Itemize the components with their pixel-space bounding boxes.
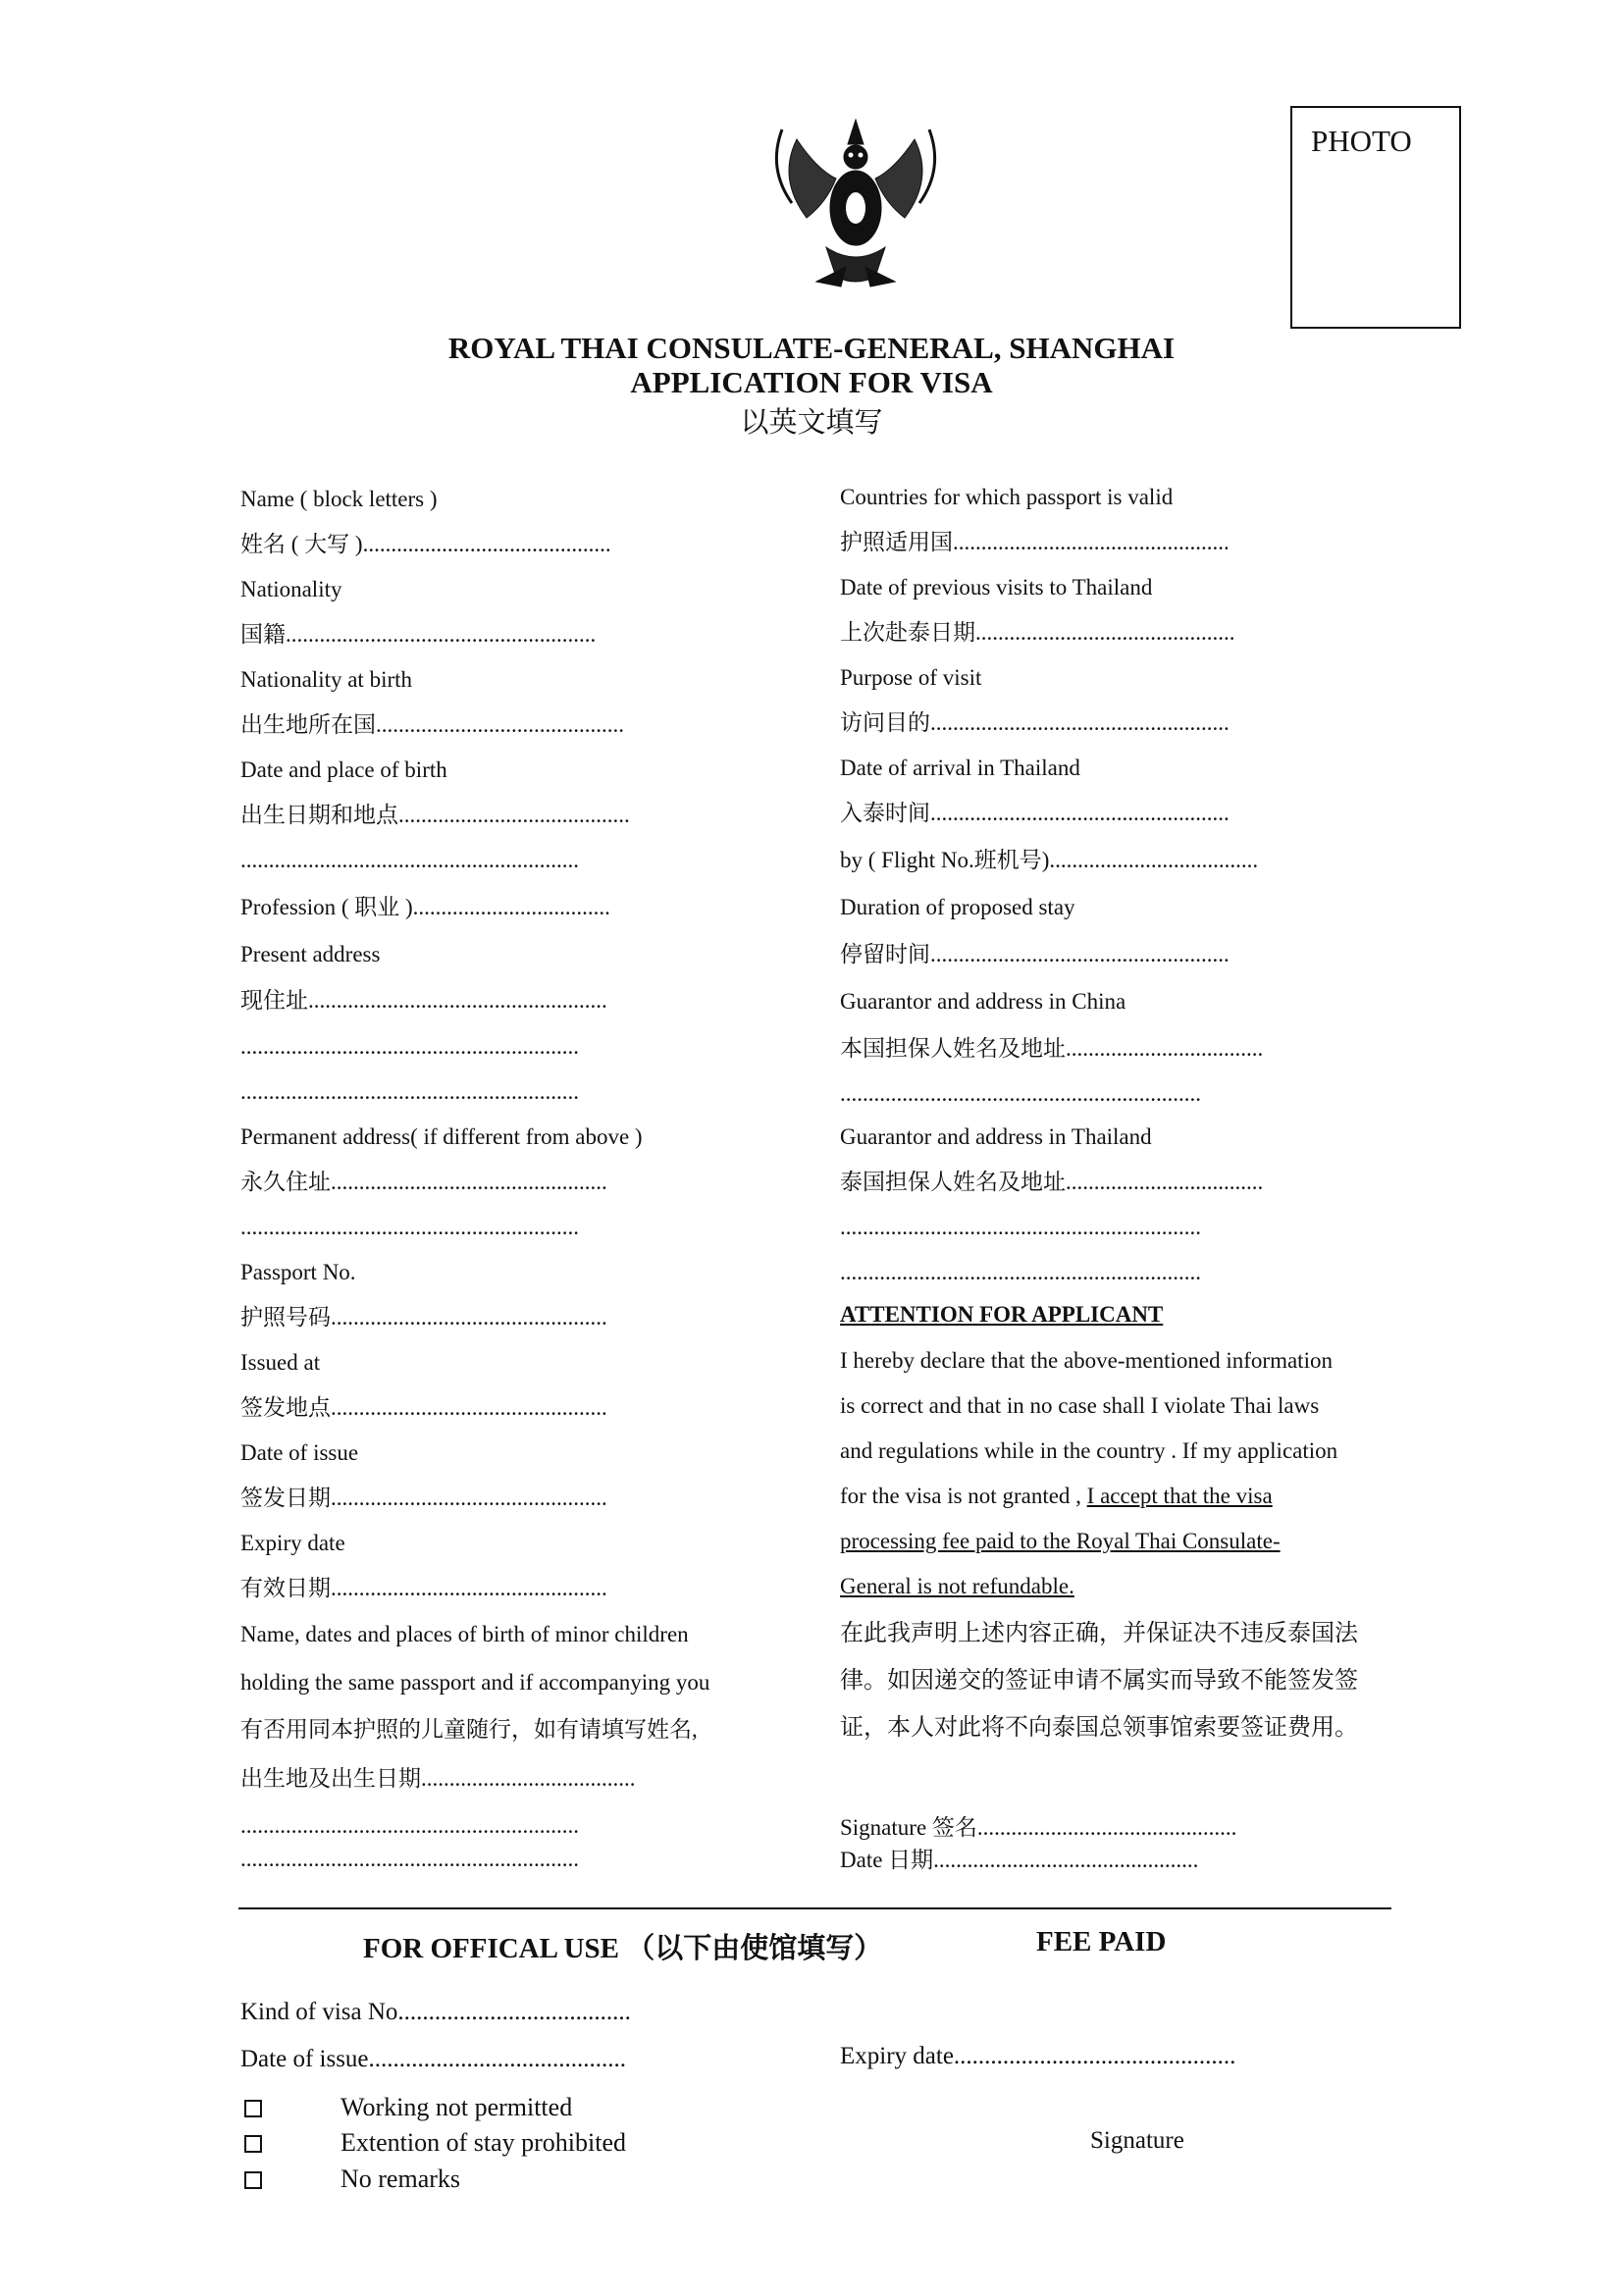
field-expiry-date-input[interactable]: 有效日期................................................. bbox=[240, 1576, 607, 1600]
extension-prohibited-label: Extention of stay prohibited bbox=[340, 2128, 627, 2157]
field-issued-at-input[interactable]: 签发地点................................................. bbox=[240, 1395, 607, 1420]
field-permanent-address-label: Permanent address( if different from above ) bbox=[240, 1124, 643, 1149]
declaration-cn-1: 在此我声明上述内容正确，并保证决不违反泰国法 bbox=[840, 1621, 1358, 1646]
field-previous-visits-input[interactable]: 上次赴泰日期.............................................. bbox=[840, 620, 1235, 645]
field-purpose-label: Purpose of visit bbox=[840, 665, 982, 690]
field-guarantor-thailand-input-3[interactable]: ................................................................ bbox=[840, 1260, 1201, 1284]
attention-title: ATTENTION FOR APPLICANT bbox=[840, 1302, 1164, 1327]
extension-prohibited-checkbox[interactable] bbox=[244, 2135, 262, 2153]
field-children-input[interactable]: 出生地及出生日期...................................... bbox=[240, 1766, 636, 1791]
field-expiry-date-label: Expiry date bbox=[240, 1531, 345, 1555]
declaration-line-5: processing fee paid to the Royal Thai Consulate- bbox=[840, 1529, 1281, 1553]
field-name-label: Name ( block letters ) bbox=[240, 487, 438, 511]
section-divider bbox=[238, 1907, 1391, 1909]
no-remarks-label: No remarks bbox=[340, 2165, 461, 2193]
field-present-address-input-3[interactable]: ............................................................ bbox=[240, 1079, 579, 1104]
field-duration-input[interactable]: 停留时间..................................................... bbox=[840, 942, 1230, 966]
field-children-label-2: holding the same passport and if accompanying you bbox=[240, 1670, 710, 1695]
field-present-address-label: Present address bbox=[240, 942, 381, 966]
field-children-input-3[interactable]: ............................................................ bbox=[240, 1847, 579, 1871]
field-children-label-1: Name, dates and places of birth of minor children bbox=[240, 1622, 689, 1646]
declaration-line-6: General is not refundable. bbox=[840, 1574, 1074, 1598]
kind-of-visa-field[interactable]: Kind of visa No...................................... bbox=[240, 1999, 631, 2025]
field-nationality-label: Nationality bbox=[240, 577, 342, 601]
official-use-title: FOR OFFICAL USE （以下由使馆填写） bbox=[363, 1933, 883, 1964]
fee-paid-label: FEE PAID bbox=[1036, 1926, 1167, 1957]
declaration-line-2: is correct and that in no case shall I violate Thai laws bbox=[840, 1393, 1320, 1418]
official-date-of-issue-field[interactable]: Date of issue.......................................... bbox=[240, 2046, 627, 2072]
field-present-address-input-2[interactable]: ............................................................ bbox=[240, 1034, 579, 1059]
field-profession-input[interactable]: Profession ( 职业 )................................... bbox=[240, 895, 610, 919]
field-arrival-date-input[interactable]: 入泰时间..................................................... bbox=[840, 801, 1230, 825]
field-guarantor-china-label: Guarantor and address in China bbox=[840, 989, 1126, 1014]
field-guarantor-thailand-label: Guarantor and address in Thailand bbox=[840, 1124, 1152, 1149]
declaration-line-4 bbox=[840, 1482, 1273, 1511]
declaration-line-4-plain: for the visa is not granted , bbox=[840, 1484, 1081, 1508]
no-remarks-checkbox[interactable] bbox=[244, 2171, 262, 2189]
field-date-of-issue-input[interactable]: 签发日期................................................. bbox=[240, 1486, 607, 1510]
field-permanent-address-input-2[interactable]: ............................................................ bbox=[240, 1215, 579, 1239]
field-children-label-cn: 有否用同本护照的儿童随行，如有请填写姓名, bbox=[240, 1717, 698, 1742]
declaration-line-1: I hereby declare that the above-mentioned information bbox=[840, 1348, 1333, 1373]
field-guarantor-china-input-2[interactable]: ................................................................ bbox=[840, 1081, 1201, 1106]
field-passport-countries-input[interactable]: 护照适用国................................................. bbox=[840, 530, 1230, 554]
field-duration-label: Duration of proposed stay bbox=[840, 895, 1075, 919]
field-name-input[interactable]: 姓名 ( 大写 )............................................ bbox=[240, 532, 611, 556]
field-date-of-issue-label: Date of issue bbox=[240, 1440, 359, 1465]
field-present-address-input[interactable]: 现住址..................................................... bbox=[240, 988, 607, 1013]
field-birth-date-place-label: Date and place of birth bbox=[240, 757, 447, 782]
field-guarantor-thailand-input[interactable]: 泰国担保人姓名及地址................................... bbox=[840, 1170, 1264, 1194]
form-title: APPLICATION FOR VISA bbox=[630, 365, 993, 399]
field-flight-no-input[interactable]: by ( Flight No.班机号)..................................... bbox=[840, 848, 1259, 872]
field-previous-visits-label: Date of previous visits to Thailand bbox=[840, 575, 1153, 600]
declaration-line-3: and regulations while in the country . If my application bbox=[840, 1438, 1338, 1463]
photo-box[interactable] bbox=[1290, 106, 1461, 329]
field-guarantor-china-input[interactable]: 本国担保人姓名及地址................................... bbox=[840, 1036, 1264, 1061]
applicant-date-field[interactable]: Date 日期............................................... bbox=[840, 1848, 1199, 1872]
field-passport-countries-label: Countries for which passport is valid bbox=[840, 485, 1174, 509]
official-expiry-date-field[interactable]: Expiry date.............................................. bbox=[840, 2043, 1236, 2069]
photo-label: PHOTO bbox=[1311, 124, 1412, 158]
field-children-input-2[interactable]: ............................................................ bbox=[240, 1813, 579, 1838]
field-guarantor-thailand-input-2[interactable]: ................................................................ bbox=[840, 1215, 1201, 1239]
field-passport-no-input[interactable]: 护照号码................................................. bbox=[240, 1305, 607, 1330]
garuda-emblem-icon bbox=[758, 110, 954, 291]
official-signature-label: Signature bbox=[1090, 2127, 1184, 2154]
declaration-line-4-underlined: I accept that the visa bbox=[1086, 1484, 1273, 1508]
field-arrival-date-label: Date of arrival in Thailand bbox=[840, 756, 1080, 780]
field-permanent-address-input[interactable]: 永久住址................................................. bbox=[240, 1170, 607, 1194]
field-passport-no-label: Passport No. bbox=[240, 1260, 356, 1284]
working-not-permitted-label: Working not permitted bbox=[340, 2093, 573, 2121]
declaration-cn-3: 证，本人对此将不向泰国总领事馆索要签证费用。 bbox=[840, 1715, 1358, 1741]
field-birth-date-place-input[interactable]: 出生日期和地点......................................... bbox=[240, 803, 630, 827]
field-nationality-input[interactable]: 国籍....................................................... bbox=[240, 622, 597, 647]
field-issued-at-label: Issued at bbox=[240, 1350, 321, 1375]
declaration-cn-2: 律。如因递交的签证申请不属实而导致不能签发签 bbox=[840, 1668, 1358, 1694]
field-nationality-birth-input[interactable]: 出生地所在国............................................ bbox=[240, 712, 624, 737]
consulate-title: ROYAL THAI CONSULATE-GENERAL, SHANGHAI bbox=[447, 331, 1176, 365]
field-purpose-input[interactable]: 访问目的..................................................... bbox=[840, 710, 1230, 735]
applicant-signature-field[interactable]: Signature 签名.............................................. bbox=[840, 1815, 1237, 1840]
working-not-permitted-checkbox[interactable] bbox=[244, 2100, 262, 2117]
field-birth-date-place-input-2[interactable]: ............................................................ bbox=[240, 848, 579, 872]
form-subtitle-cn: 以英文填写 bbox=[740, 407, 883, 439]
field-nationality-birth-label: Nationality at birth bbox=[240, 667, 413, 692]
